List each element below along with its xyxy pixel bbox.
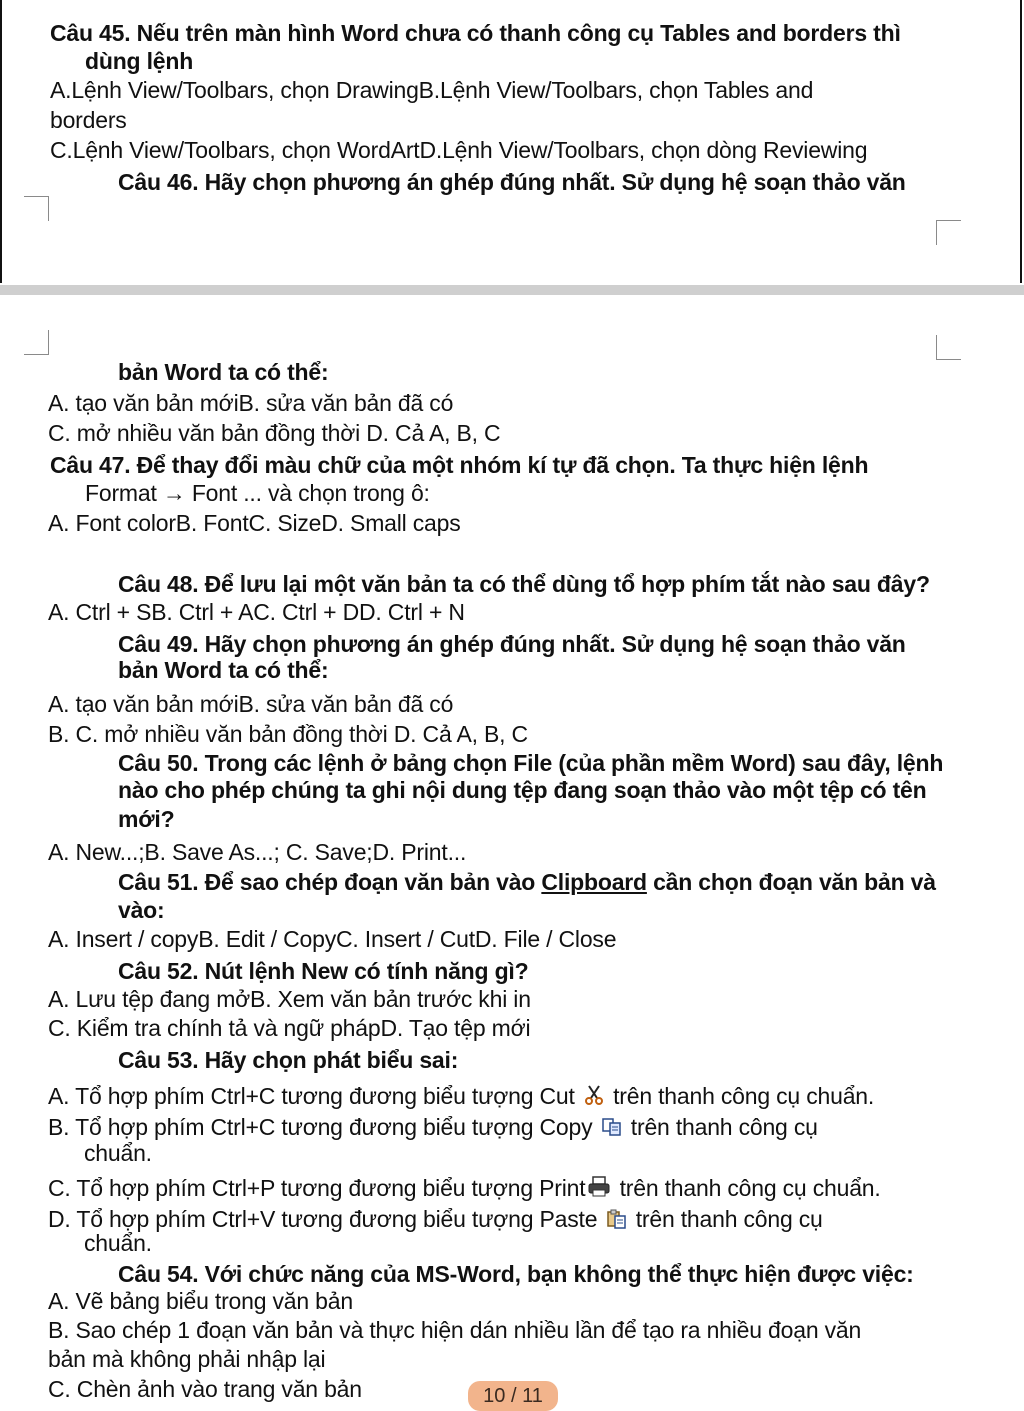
q50-options: A. New...;B. Save As...; C. Save;D. Print... <box>48 839 467 865</box>
margin-corner-bottom-left <box>24 330 49 355</box>
q49-option-b: B. C. mở nhiều văn bản đồng thời D. Cả A, B, C <box>48 721 528 747</box>
q53-option-b-cont: chuẩn. <box>84 1140 152 1166</box>
page-separator <box>0 285 1024 295</box>
q51-clipboard-link: Clipboard <box>541 869 647 895</box>
q54-option-a: A. Vẽ bảng biểu trong văn bản <box>48 1288 353 1314</box>
q45-title-cont: dùng lệnh <box>85 48 194 74</box>
q51-title <box>118 868 936 896</box>
q46-title: Câu 46. Hãy chọn phương án ghép đúng nhất. Sử dụng hệ soạn thảo văn <box>118 169 906 195</box>
q51-title-cont: vào: <box>118 897 165 923</box>
q53-option-b <box>48 1113 818 1143</box>
q53-option-c <box>48 1174 881 1204</box>
q54-option-b: B. Sao chép 1 đoạn văn bản và thực hiện dán nhiều lần để tạo ra nhiều đoạn văn <box>48 1317 862 1343</box>
q49-title-cont: bản Word ta có thể: <box>118 657 329 683</box>
q45-options-cd: C.Lệnh View/Toolbars, chọn WordArtD.Lệnh View/Toolbars, chọn dòng Reviewing <box>50 137 868 163</box>
q53-option-c-text: C. Tổ hợp phím Ctrl+P tương đương biểu tượng Print <box>48 1175 586 1201</box>
q50-title: Câu 50. Trong các lệnh ở bảng chọn File (của phần mềm Word) sau đây, lệnh <box>118 750 944 776</box>
q45-options-ab-cont: borders <box>50 107 127 133</box>
document-page-top <box>0 0 1024 287</box>
q51-options: A. Insert / copyB. Edit / CopyC. Insert / CutD. File / Close <box>48 926 617 952</box>
q50-title-cont2: mới? <box>118 806 175 832</box>
q50-title-cont: nào cho phép chúng ta ghi nội dung tệp đang soạn thảo vào một tệp có tên <box>118 777 927 803</box>
q45-options-ab: A.Lệnh View/Toolbars, chọn DrawingB.Lệnh View/Toolbars, chọn Tables and <box>50 77 814 103</box>
q53-option-d-tail: trên thanh công cụ <box>629 1206 823 1232</box>
q48-title: Câu 48. Để lưu lại một văn bản ta có thể dùng tổ hợp phím tắt nào sau đây? <box>118 571 930 597</box>
margin-corner-top-left <box>24 196 49 221</box>
q53-option-b-text: B. Tổ hợp phím Ctrl+C tương đương biểu tượng Copy <box>48 1114 599 1140</box>
q53-option-d-text: D. Tổ hợp phím Ctrl+V tương đương biểu tượng Paste <box>48 1206 604 1232</box>
q53-option-d <box>48 1205 823 1235</box>
q53-option-a-text: A. Tổ hợp phím Ctrl+C tương đương biểu tượng Cut <box>48 1083 581 1109</box>
margin-corner-top-right <box>936 220 961 245</box>
page-number-badge: 10 / 11 <box>468 1381 558 1411</box>
margin-corner-bottom-right <box>936 335 961 360</box>
q53-option-c-tail: trên thanh công cụ chuẩn. <box>613 1175 881 1201</box>
q47-options: A. Font colorB. FontC. SizeD. Small caps <box>48 510 461 536</box>
printer-icon <box>587 1176 611 1204</box>
q49-option-a: A. tạo văn bản mớiB. sửa văn bản đã có <box>48 691 454 717</box>
q46-title-cont: bản Word ta có thể: <box>118 359 329 385</box>
q52-options-ab: A. Lưu tệp đang mởB. Xem văn bản trước khi in <box>48 986 531 1012</box>
document-page-bottom <box>0 295 1024 1405</box>
paste-icon <box>606 1207 628 1235</box>
q53-option-b-tail: trên thanh công cụ <box>624 1114 818 1140</box>
q49-title: Câu 49. Hãy chọn phương án ghép đúng nhất. Sử dụng hệ soạn thảo văn <box>118 631 906 657</box>
q47-title: Câu 47. Để thay đổi màu chữ của một nhóm kí tự đã chọn. Ta thực hiện lệnh <box>50 452 869 478</box>
q45-title: Câu 45. Nếu trên màn hình Word chưa có thanh công cụ Tables and borders thì <box>50 20 901 46</box>
q53-option-a <box>48 1082 874 1112</box>
q51-title-pre: Câu 51. Để sao chép đoạn văn bản vào <box>118 869 542 895</box>
q46-options-ab: A. tạo văn bản mớiB. sửa văn bản đã có <box>48 390 454 416</box>
scissors-icon <box>583 1084 605 1112</box>
q48-options: A. Ctrl + SB. Ctrl + AC. Ctrl + DD. Ctrl + N <box>48 599 465 625</box>
q47-title-cont: Format → Font ... và chọn trong ô: <box>85 480 430 506</box>
q52-options-cd: C. Kiểm tra chính tả và ngữ phápD. Tạo tệp mới <box>48 1015 531 1041</box>
q53-option-d-cont: chuẩn. <box>84 1230 152 1256</box>
q46-options-cd: C. mở nhiều văn bản đồng thời D. Cả A, B, C <box>48 420 501 446</box>
q54-title: Câu 54. Với chức năng của MS-Word, bạn không thể thực hiện được việc: <box>118 1261 914 1287</box>
q51-title-post: cần chọn đoạn văn bản và <box>646 869 936 895</box>
q53-title: Câu 53. Hãy chọn phát biểu sai: <box>118 1047 459 1073</box>
q52-title: Câu 52. Nút lệnh New có tính năng gì? <box>118 958 529 984</box>
q54-option-c: C. Chèn ảnh vào trang văn bản <box>48 1376 362 1402</box>
copy-icon <box>601 1115 623 1143</box>
q54-option-b-cont: bản mà không phải nhập lại <box>48 1346 326 1372</box>
q53-option-a-tail: trên thanh công cụ chuẩn. <box>606 1083 875 1109</box>
